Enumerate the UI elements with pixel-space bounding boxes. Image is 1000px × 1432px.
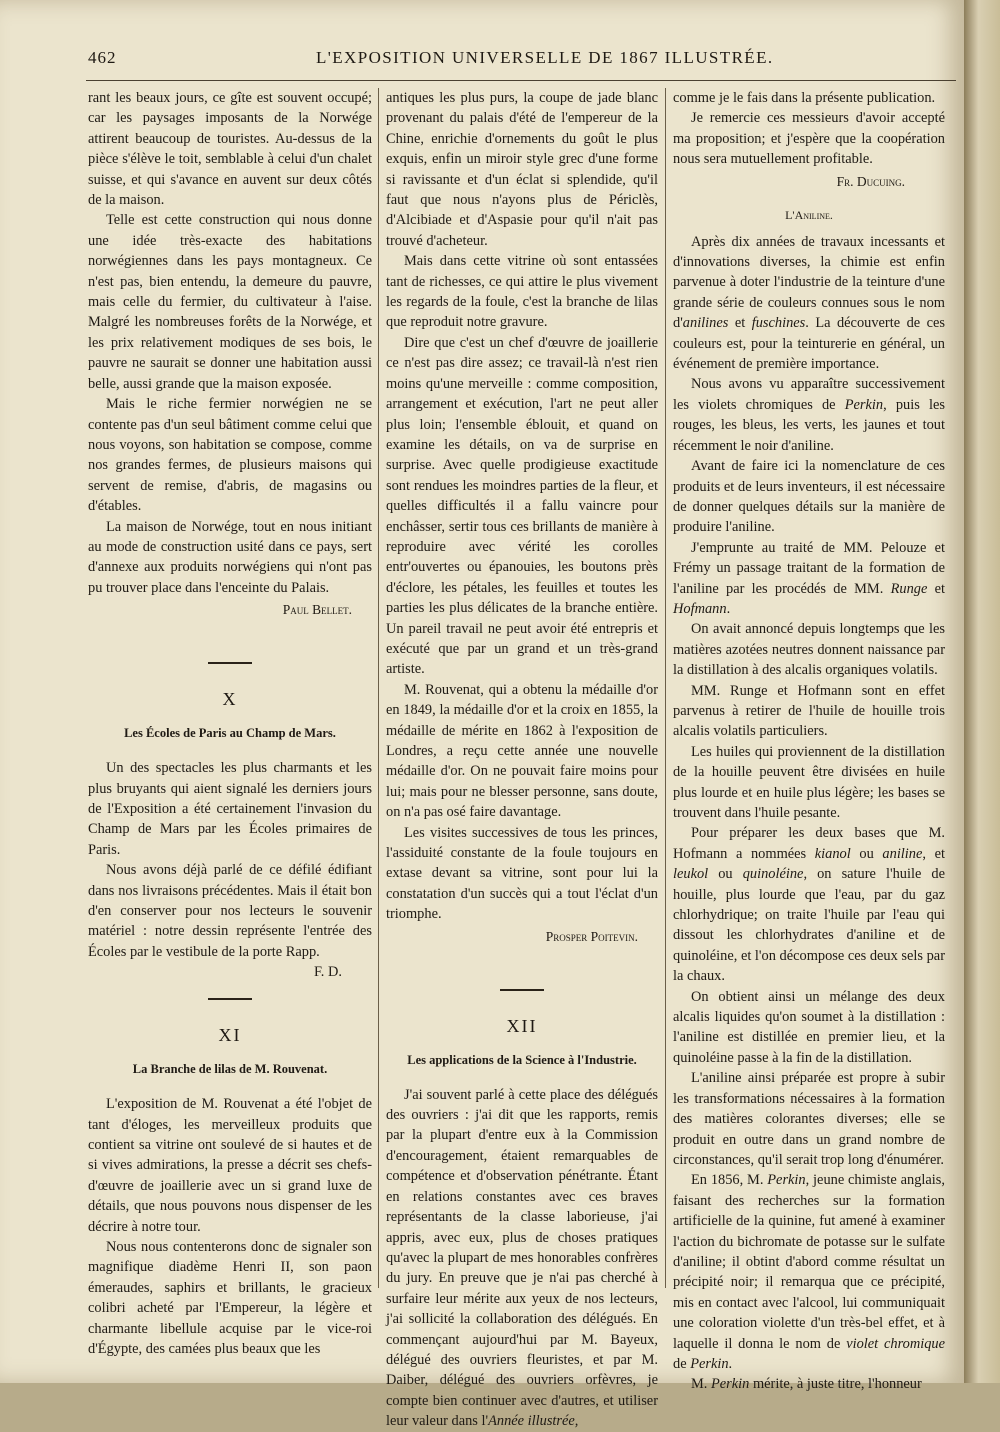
paragraph: MM. Runge et Hofmann sont en effet parvenus à retirer de l'huile de houille trois alcalis volatils particuliers. — [673, 682, 945, 740]
next-page-edge — [964, 0, 1000, 1383]
paragraph: Les huiles qui proviennent de la distillation de la houille peuvent être divisées en huile plus lourde et en huile plus légère; les bases se trouvent dans l'huile pesante. — [673, 743, 945, 821]
italic-text: Runge — [890, 580, 928, 597]
signature-fd: F. D. — [313, 964, 342, 981]
column-3 — [673, 88, 945, 1395]
paragraph: L'aniline ainsi préparée est propre à subir les transformations nécessaires à la formation des matières colorantes diverses; elle se produit en outre dans un grand nombre de circonstances, qu'il serait trop long d'énumérer. — [673, 1070, 945, 1168]
paragraph: La maison de Norwége, tout en nous initiant au mode de construction usité dans ce pays, sert d'annexe aux produits norwégiens qui n'ont pas pu trouver place dans l'enceinte du Palais. — [88, 518, 372, 596]
text: , et — [922, 845, 946, 862]
page-header — [88, 48, 948, 74]
paragraph — [386, 1085, 658, 1432]
italic-text: Perkin — [690, 1355, 729, 1372]
section-title-ecoles: Les Écoles de Paris au Champ de Mars. — [124, 726, 336, 741]
text: ou — [708, 866, 743, 883]
text: Nous avons vu apparaître successivement les violets chromiques de — [673, 376, 945, 413]
paragraph — [673, 232, 945, 375]
paragraph: L'exposition de M. Rouvenat a été l'objet de tant d'éloges, les merveilleux produits que contient sa vitrine ont soulevé de si hautes et de si vives admirations, la presse a décrit ses chefs-d'œuvre de joaillerie avec un si grand luxe de détails, que nous pouvons nous dispenser de les décrire à notre tour. — [88, 1096, 372, 1235]
section-title-branche-lilas: La Branche de lilas de M. Rouvenat. — [132, 1062, 328, 1077]
paragraph: Je remercie ces messieurs d'avoir accepté ma proposition; et j'espère que la coopération nous sera mutuellement profitable. — [673, 110, 945, 168]
paragraph: On obtient ainsi un mélange des deux alcalis liquides qu'on soumet à la distillation : l'aniline est distillée en premier lieu, et la quinoléine passe à la fin de la distillation. — [673, 988, 945, 1066]
paragraph: M. Rouvenat, qui a obtenu la médaille d'or en 1849, la médaille d'or et la croix en 1855, la médaille de mérite en 1862 à l'exposition de Londres, a reçu cette année une nouvelle médaille d'or. On ne pouvait faire moins pour lui; mais pour ne blesser personne, sans doute, on n'a pas osé faire davantage. — [386, 681, 658, 821]
italic-text: leukol — [673, 866, 709, 883]
text: ou — [850, 845, 883, 862]
paragraph: Dire que c'est un chef d'œuvre de joaillerie ce n'est pas dire assez; ce travail-là n'est rien moins qu'une merveille : comme composition, arrangement et exécution, l'art ne peut aller plus loin; l'ensemble éblouit, et quand on examine les détails, on va de surprise en surprise. Avec quelle prodigieuse exactitude sont rendues les moindres parties de la fleur, et quelles difficultés il a fallu vaincre pour enchâsser, sertir tous ces brillants de manière à reproduire avec vérité les corolles entr'ouvertes ou épanouies, les boutons près d'éclore, les pétales, les feuilles et toutes les parties les plus délicates de la branche entière. Un pareil travail ne peut avoir été entrepris et exécuté que par un grand et un très-grand artiste. — [386, 334, 658, 678]
section-number-x: X — [222, 689, 238, 710]
paragraph — [673, 538, 945, 620]
section-number-xii: XII — [506, 1015, 538, 1036]
text: et — [728, 315, 752, 332]
column-1 — [88, 88, 372, 1360]
signature-prosper-poitevin: Prosper Poitevin. — [545, 928, 638, 944]
paragraph — [673, 823, 945, 986]
italic-text: violet chromique — [846, 1335, 946, 1352]
text: En 1856, M. — [691, 1172, 768, 1189]
text: , jeune chimiste anglais, faisant des recherches sur la formation artificielle de la quinine, fut amené à examiner l'action du bichromate de potasse sur le sulfate d'aniline; il obtint d'abord comme résultat un précipité noir; il remarqua que ce précipité, mis en contact avec l'alcool, lui communiquait une coloration violette d'un très-bel effet, et à laquelle il donna le nom de — [673, 1172, 945, 1352]
paragraph: Les visites successives de tous les princes, l'assiduité constante de la foule toujours en extase devant sa vitrine, sont pour lui la constatation d'un succès qui a tout l'éclat d'un triomphe. — [386, 824, 658, 923]
paragraph: On avait annoncé depuis longtemps que les matières azotées neutres donnent naissance par la distillation à des alcalis organiques volatils. — [673, 621, 945, 679]
paragraph: Avant de faire ici la nomenclature de ces produits et de leurs inventeurs, il est nécessaire de donner quelques détails sur la manière de produire l'aniline. — [673, 458, 945, 536]
section-rule — [208, 662, 252, 664]
paragraph: Mais dans cette vitrine où sont entassées tant de richesses, ce qui attire le plus vivement les regards de la foule, c'est la branche de lilas que reproduit notre gravure. — [386, 253, 658, 331]
paragraph — [673, 1170, 945, 1374]
italic-text: quinoléine — [742, 866, 804, 883]
text: . La découverte de ces couleurs est, pour la teinturerie en général, un événement de première importance. — [673, 315, 945, 373]
text: mérite, à juste titre, l'honneur — [749, 1376, 922, 1393]
section-title-science-industrie: Les applications de la Science à l'Industrie. — [407, 1052, 637, 1067]
column-divider-1 — [378, 88, 379, 1288]
paragraph — [673, 374, 945, 456]
text: Pour préparer les deux bases que M. Hofmann a nommées — [673, 825, 945, 862]
italic-text: Perkin — [711, 1376, 750, 1393]
column-2 — [386, 88, 658, 1432]
italic-text: kianol — [814, 845, 851, 862]
text: et — [927, 580, 946, 597]
subsection-title-aniline: L'Aniline. — [785, 207, 833, 222]
text: . — [726, 600, 731, 617]
text: , puis les rouges, les bleus, les verts, les jaunes et tout récemment le noir d'aniline. — [673, 396, 945, 454]
running-title: L'EXPOSITION UNIVERSELLE DE 1867 ILLUSTRÉE. — [316, 48, 774, 67]
text: M. — [691, 1376, 711, 1393]
paragraph: antiques les plus purs, la coupe de jade blanc provenant du palais d'été de l'empereur de la Chine, enrichie d'ornements du goût le plus exquis, enfin un miroir style grec d'une forme si ravissante et d'un éclat si splendide, qu'il faut que nous n'ayons plus de Périclès, d'Alcibiade et d'Aspasie pour qu'il n'ait pas trouvé d'acheteur. — [386, 90, 658, 249]
paragraph: Un des spectacles les plus charmants et les plus bruyants qui aient signalé les derniers jours de l'Exposition a été certainement l'invasion du Champ de Mars par les Écoles primaires de Paris. — [88, 760, 372, 858]
section-rule — [208, 998, 252, 1000]
italic-text: fuschines — [751, 315, 806, 332]
paragraph: rant les beaux jours, ce gîte est souvent occupé; car les paysages imposants de la Norwége attirent beaucoup de touristes. Au-dessus de la pièce s'élève le toit, semblable à celui d'un chalet suisse, et qui s'avance en auvent sur deux côtés de la maison. — [88, 90, 372, 209]
section-number-xi: XI — [218, 1025, 242, 1046]
text: Après dix années de travaux incessants et d'innovations diverses, la chimie est enfin parvenue à doter l'industrie de la teinture d'une grande série de couleurs connues sous le nom d' — [673, 233, 945, 332]
italic-text: Année illustrée, — [488, 1413, 579, 1430]
section-rule — [500, 989, 544, 991]
signature-paul-bellet: Paul Bellet. — [282, 602, 352, 618]
text: , on sature l'huile de houille, plus lourde que l'eau, par du gaz chlorhydrique; on traite l'huile par l'eau qui dissout les chlorhydrates d'aniline et de quinoléine, et l'on décompose ces deux sels par la chaux. — [673, 866, 946, 985]
header-rule — [86, 80, 956, 81]
paragraph: Telle est cette construction qui nous donne une idée très-exacte des habitations norwégiennes dans les pays montagneux. Ce n'est pas, bien entendu, la demeure du pauvre, mais celle du fermier, du cultivateur à l'aise. Malgré les nombreuses forêts de la Norwége, et les prix relativement modiques de ses bois, le pauvre ne saurait se donner une habitation aussi belle, aussi grande que la maison exposée. — [88, 212, 372, 392]
italic-text: aniline — [882, 845, 923, 862]
signature-fr-ducuing: Fr. Ducuing. — [836, 173, 905, 189]
paragraph — [673, 1374, 945, 1394]
paragraph: comme je le fais dans la présente publication. — [673, 90, 936, 106]
column-divider-2 — [665, 88, 666, 1288]
paragraph-text: J'ai souvent parlé à cette place des délégués des ouvriers : j'ai dit que les rapports, remis par la plupart d'entre eux à la Commission d'encouragement, étaient remarquables de compétence et d'observation pénétrante. Étant en relations constantes avec ces braves représentants de la classe laborieuse, j'ai appris, avec eux, plus de choses pratiques qu'avec la plupart de mes honorables confrères du jury. En preuve que je n'ai pas cherché à surfaire leur mérite aux yeux de nos lecteurs, j'ai sollicité la collaboration des délégués. En commençant aujourd'hui par M. Bayeux, délégué des ouvriers fleuristes, et par M. Daiber, délégué des ouvriers orfèvres, je compte bien continuer avec d'autres, et utiliser leur valeur dans l' — [386, 1086, 658, 1430]
paragraph: Nous nous contenterons donc de signaler son magnifique diadème Henri II, son paon émeraudes, saphirs et brillants, le gracieux colibri acheté par l'Empereur, la légère et charmante libellule acquise par le vice-roi d'Égypte, des camées plus beaux que les — [88, 1239, 372, 1358]
italic-text: anilines — [682, 315, 729, 332]
text: J'emprunte au traité de MM. Pelouze et Frémy un passage traitant de la formation de l'aniline par les procédés de MM. — [673, 539, 945, 597]
italic-text: Hofmann — [673, 600, 727, 617]
paragraph-text: Nous avons déjà parlé de ce défilé édifiant dans nos livraisons précédentes. Mais il était bon d'en conserver pour nos lecteurs le souvenir matériel : notre dessin représente l'entrée des Écoles par le vestibule de la porte Rapp. — [88, 862, 372, 960]
italic-text: Perkin — [844, 396, 884, 413]
text: de — [673, 1355, 691, 1372]
text: . — [728, 1355, 733, 1372]
italic-text: Perkin — [767, 1172, 806, 1189]
paragraph: Mais le riche fermier norwégien ne se contente pas d'un seul bâtiment comme celui que nous voyons, son habitation se compose, comme nos grandes fermes, de plusieurs maisons qui servent de remise, d'abris, de magasins ou d'étables. — [88, 396, 372, 515]
paragraph — [88, 860, 372, 981]
page-number: 462 — [88, 48, 117, 67]
